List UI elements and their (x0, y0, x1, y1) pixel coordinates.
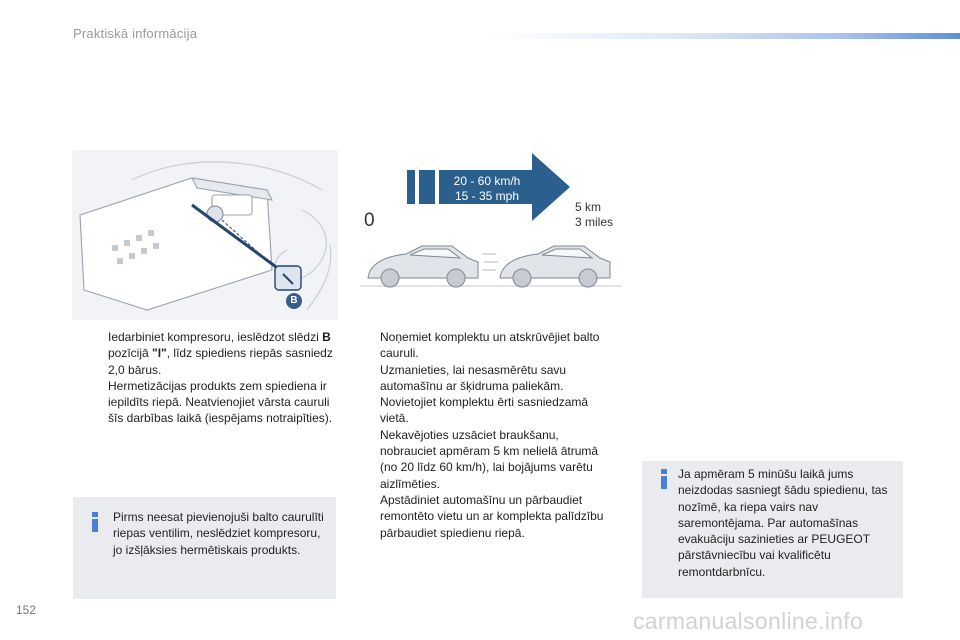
list-item: Nekavējoties uzsāciet braukšanu, nobrauciet apmēram 5 km nelielā ātrumā (no 20 līdz 60 km/h), lai bojājums varētu aizlīmēties. (380, 427, 599, 491)
page-number: 152 (16, 603, 37, 617)
list-item: Iedarbiniet kompresoru, ieslēdzot slēdzi B pozīcijā "I", līdz spiediens riepās sasniedz 2,0 bārus. Hermetizācijas produkts zem spiediena ir iepildīts riepā. Neatvienojiet vārsta cauruli šīs darbības laikā (iespējams notraipīties). (108, 330, 333, 426)
left-instructions (88, 329, 338, 427)
speed-label: 20 - 60 km/h 15 - 35 mph (453, 174, 521, 203)
section-title: Praktiskā informācija (73, 26, 198, 41)
list-item: Apstādiniet automašīnu un pārbaudiet remontēto vietu un ar komplekta palīdzību pārbaudiet spiedienu riepā. (380, 492, 604, 540)
info-icon (654, 469, 674, 489)
info-text: Pirms neesat pievienojuši balto caurulīti riepas ventilim, neslēdziet kompresoru, jo izšļāksies hermētiskais produkts. (113, 510, 324, 557)
switch-b-badge: B (286, 293, 302, 309)
watermark: carmanualsonline.info (633, 608, 864, 634)
info-text: Ja apmēram 5 minūšu laikā jums neizdodas sasniegt šādu spiedienu, tas nozīmē, ka riepa vairs nav saremontējama. Par automašīnas evakuāciju sazinieties ar PEUGEOT pārstāvniecību vai kvalificētu remontdarbnīcu. (678, 467, 888, 579)
info-box-left (73, 497, 336, 599)
middle-instructions (360, 329, 612, 541)
info-icon (85, 512, 105, 532)
distance-label: 5 km 3 miles (575, 200, 614, 229)
info-box-right (642, 461, 903, 598)
start-marker: 0 (364, 210, 375, 231)
header-gradient-bar (490, 33, 960, 39)
list-item: Noņemiet komplektu un atskrūvējiet balto cauruli. Uzmanieties, lai nesasmērētu savu automašīnu ar šķidruma paliekām. Novietojiet komplektu ērti sasniedzamā vietā. (380, 330, 600, 426)
